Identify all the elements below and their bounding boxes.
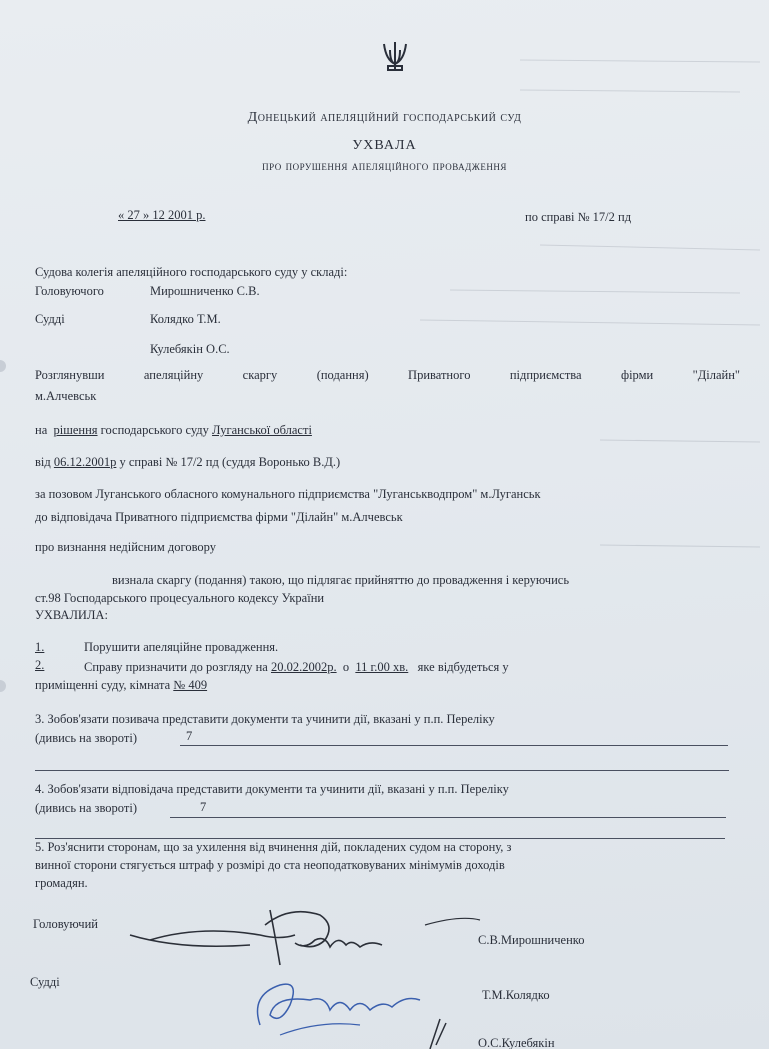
decision-date: 06.12.2001р bbox=[53, 455, 117, 469]
resolved-heading: УХВАЛИЛА: bbox=[35, 608, 108, 622]
judges-label: Судді bbox=[35, 312, 65, 326]
defendant-line: до відповідача Приватного підприємства фірми "Ділайн" м.Алчевськ bbox=[35, 510, 403, 524]
signature-judge-2-name: О.С.Кулебякін bbox=[478, 1036, 555, 1049]
court-name: Донецький апеляційний господарський суд bbox=[247, 110, 522, 125]
item-4-fill-line bbox=[170, 817, 726, 818]
decision-date-line bbox=[35, 455, 340, 470]
item-2-text-a: Справу призначити до розгляду на bbox=[84, 660, 268, 674]
document-title: УХВАЛА bbox=[352, 138, 417, 153]
subject-line: про визнання недійсним договору bbox=[35, 540, 216, 554]
trident-emblem bbox=[380, 40, 410, 74]
judge-2-name: Кулебякін О.С. bbox=[150, 342, 230, 356]
on-prefix: на bbox=[35, 423, 48, 437]
item-3-line-1: 3. Зобов'язати позивача представити документи та учинити дії, вказані у п.п. Переліку bbox=[35, 712, 495, 726]
item-3-blank-line bbox=[35, 770, 729, 771]
item-2-room-label: приміщенні суду, кімната bbox=[35, 678, 171, 692]
item-4-blank-line bbox=[35, 838, 725, 839]
case-reference: по справі № 17/2 пд bbox=[525, 210, 632, 224]
review-line: Розглянувши апеляційну скаргу (подання) Приватного підприємства фірми "Ділайн" bbox=[35, 368, 740, 382]
item-2-line-2 bbox=[35, 678, 207, 693]
judge-1-name: Колядко Т.М. bbox=[150, 312, 221, 326]
item-3-line-2: (дивись на звороті) bbox=[35, 731, 137, 745]
item-5-line-1: 5. Роз'яснити сторонам, що за ухилення від вчинення дій, покладених судом на сторону, з bbox=[35, 840, 512, 854]
signature-presiding-label: Головуючий bbox=[33, 917, 98, 931]
found-line-1: визнала скаргу (подання) такою, що підлягає прийняттю до провадження і керуючись bbox=[112, 573, 570, 587]
item-2-text-b: о bbox=[342, 660, 350, 674]
decision-court: господарського суду bbox=[100, 423, 209, 437]
decision-word: рішення bbox=[53, 423, 98, 437]
review-city: м.Алчевськ bbox=[35, 389, 97, 403]
item-2-line-1 bbox=[84, 660, 509, 675]
document-subtitle: про порушення апеляційного провадження bbox=[262, 158, 507, 173]
item-4-value: 7 bbox=[200, 800, 207, 814]
from-prefix: від bbox=[35, 455, 51, 469]
item-5-line-2: винної сторони стягується штраф у розмірі до ста неоподатковуваних мінімумів доходів bbox=[35, 858, 505, 872]
hearing-time: 11 г.00 хв. bbox=[355, 660, 409, 674]
handwritten-signature-judge bbox=[230, 965, 450, 1045]
decision-line bbox=[35, 423, 312, 438]
found-line-2: ст.98 Господарського процесуального кодексу України bbox=[35, 591, 325, 605]
signature-judge-1-name: Т.М.Колядко bbox=[482, 988, 550, 1002]
hearing-date: 20.02.2002р. bbox=[270, 660, 337, 674]
handwritten-mark-bottom bbox=[420, 1015, 460, 1049]
signature-judges-label: Судді bbox=[30, 975, 60, 989]
panel-intro: Судова колегія апеляційного господарського суду у складі: bbox=[35, 265, 348, 279]
decision-case: у справі № 17/2 пд (суддя Воронько В.Д.) bbox=[116, 455, 341, 469]
item-1-number: 1. bbox=[35, 640, 45, 654]
item-5-line-3: громадян. bbox=[35, 876, 88, 890]
item-2-text-c: яке відбудеться у bbox=[417, 660, 509, 674]
item-4-line-1: 4. Зобов'язати відповідача представити документи та учинити дії, вказані у п.п. Переліку bbox=[35, 782, 509, 796]
signature-presiding-name: С.В.Мирошниченко bbox=[478, 933, 585, 947]
item-4-line-2: (дивись на звороті) bbox=[35, 801, 137, 815]
item-3-value: 7 bbox=[186, 729, 193, 743]
item-2-number: 2. bbox=[35, 658, 45, 672]
presiding-name: Мирошниченко С.В. bbox=[150, 284, 260, 298]
item-1-text: Порушити апеляційне провадження. bbox=[84, 640, 279, 654]
item-3-fill-line bbox=[180, 745, 728, 746]
room-number: № 409 bbox=[173, 678, 208, 692]
document-date: « 27 » 12 2001 р. bbox=[118, 208, 206, 222]
decision-region: Луганської області bbox=[212, 423, 312, 437]
presiding-label: Головуючого bbox=[35, 284, 104, 298]
claim-line: за позовом Луганського обласного комунального підприємства "Луганськводпром" м.Луганськ bbox=[35, 487, 541, 501]
